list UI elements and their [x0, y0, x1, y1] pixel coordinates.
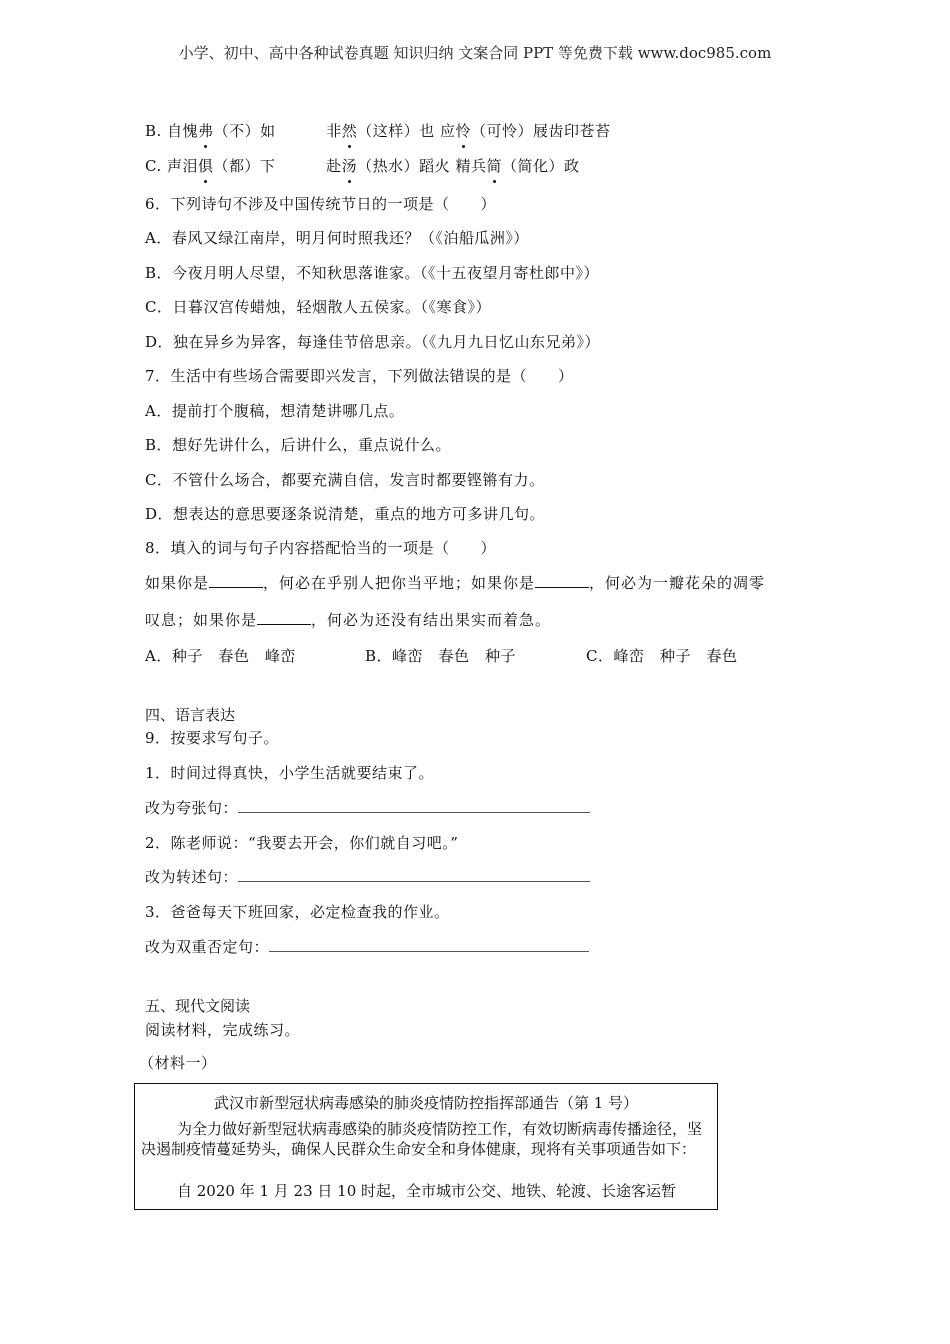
- q9-stem: 9．按要求写句子。: [145, 729, 280, 747]
- q8-sentence-line2: 叹息；如果你是 ，何必为还没有结出果实而着急。: [145, 611, 552, 629]
- answer-line[interactable]: [238, 798, 590, 813]
- q8-option-b: B．峰峦 春色 种子: [365, 647, 517, 665]
- q6-option-c: C．日暮汉宫传蜡烛，轻烟散人五侯家。（《寒食》）: [145, 298, 491, 316]
- q8-sentence-line1: 如果你是 ，何必在乎别人把你当平地；如果你是 ，何必为一瓣花朵的凋零: [145, 574, 766, 592]
- emphasis-dot-char: 弗: [198, 122, 214, 140]
- q9-item-2-prompt: 改为转述句：: [145, 866, 590, 887]
- q6-option-d: D．独在异乡为异客，每逢佳节倍思亲。（《九月九日忆山东兄弟》）: [145, 333, 601, 351]
- section-4-title: 四、语言表达: [145, 706, 236, 724]
- q9-item-1: 1．时间过得真快，小学生活就要结束了。: [145, 764, 435, 782]
- reading-instruction: 阅读材料，完成练习。: [145, 1021, 301, 1039]
- fill-blank[interactable]: [535, 573, 589, 588]
- q5-option-c: C. 声泪俱（都）下 赴汤（热水）蹈火 精兵简（简化）政: [145, 157, 580, 175]
- fill-blank[interactable]: [209, 573, 263, 588]
- notice-title: 武汉市新型冠状病毒感染的肺炎疫情防控指挥部通告（第 1 号）: [213, 1094, 639, 1112]
- q7-option-a: A．提前打个腹稿，想清楚讲哪几点。: [145, 402, 405, 420]
- q6-option-b: B．今夜月明人尽望，不知秋思落谁家。（《十五夜望月寄杜郎中》）: [145, 264, 600, 282]
- q7-option-d: D．想表达的意思要逐条说清楚，重点的地方可多讲几句。: [145, 505, 546, 523]
- emphasis-dot-char: 俱: [198, 157, 214, 175]
- q8-option-c: C．峰峦 种子 春色: [586, 647, 738, 665]
- q6-stem: 6．下列诗句不涉及中国传统节日的一项是（ ）: [145, 195, 497, 213]
- emphasis-dot-char: 汤: [341, 157, 358, 175]
- emphasis-dot-char: 然: [341, 122, 358, 140]
- q6-option-a: A．春风又绿江南岸，明月何时照我还？（《泊船瓜洲》）: [145, 229, 529, 247]
- q9-item-3: 3．爸爸每天下班回家，必定检查我的作业。: [145, 903, 450, 921]
- q7-option-c: C．不管什么场合，都要充满自信，发言时都要铿锵有力。: [145, 471, 545, 489]
- emphasis-dot-char: 怜: [455, 122, 472, 140]
- material-label: （材料一）: [139, 1054, 217, 1072]
- q8-option-a: A．种子 春色 峰峦: [145, 647, 296, 665]
- notice-box: [134, 1083, 718, 1210]
- q5-option-b: B. 自愧弗（不）如 非然（这样）也 应怜（可怜）屐齿印苍苔: [145, 122, 611, 140]
- page-header: 小学、初中、高中各种试卷真题 知识归纳 文案合同 PPT 等免费下载 www.doc985.com: [178, 44, 772, 62]
- answer-line[interactable]: [238, 867, 590, 882]
- notice-paragraph-1: 为全力做好新型冠状病毒感染的肺炎疫情防控工作，有效切断病毒传播途径，坚决遏制疫情蔓延势头，确保人民群众生命安全和身体健康，现将有关事项通告如下：: [141, 1120, 703, 1158]
- q9-item-2: 2．陈老师说：“我要去开会，你们就自习吧。”: [145, 834, 459, 852]
- emphasis-dot-char: 简: [486, 157, 502, 175]
- q9-item-1-prompt: 改为夸张句：: [145, 797, 590, 818]
- q7-stem: 7．生活中有些场合需要即兴发言，下列做法错误的是（ ）: [145, 367, 574, 385]
- answer-line[interactable]: [269, 937, 589, 952]
- fill-blank[interactable]: [257, 610, 311, 625]
- section-5-title: 五、现代文阅读: [145, 997, 251, 1015]
- q8-stem: 8．填入的词与句子内容搭配恰当的一项是（ ）: [145, 539, 497, 557]
- q9-item-3-prompt: 改为双重否定句：: [145, 936, 589, 957]
- q7-option-b: B．想好先讲什么，后讲什么，重点说什么。: [145, 436, 452, 454]
- notice-paragraph-2: 自 2020 年 1 月 23 日 10 时起，全市城市公交、地铁、轮渡、长途客运暂: [177, 1182, 677, 1200]
